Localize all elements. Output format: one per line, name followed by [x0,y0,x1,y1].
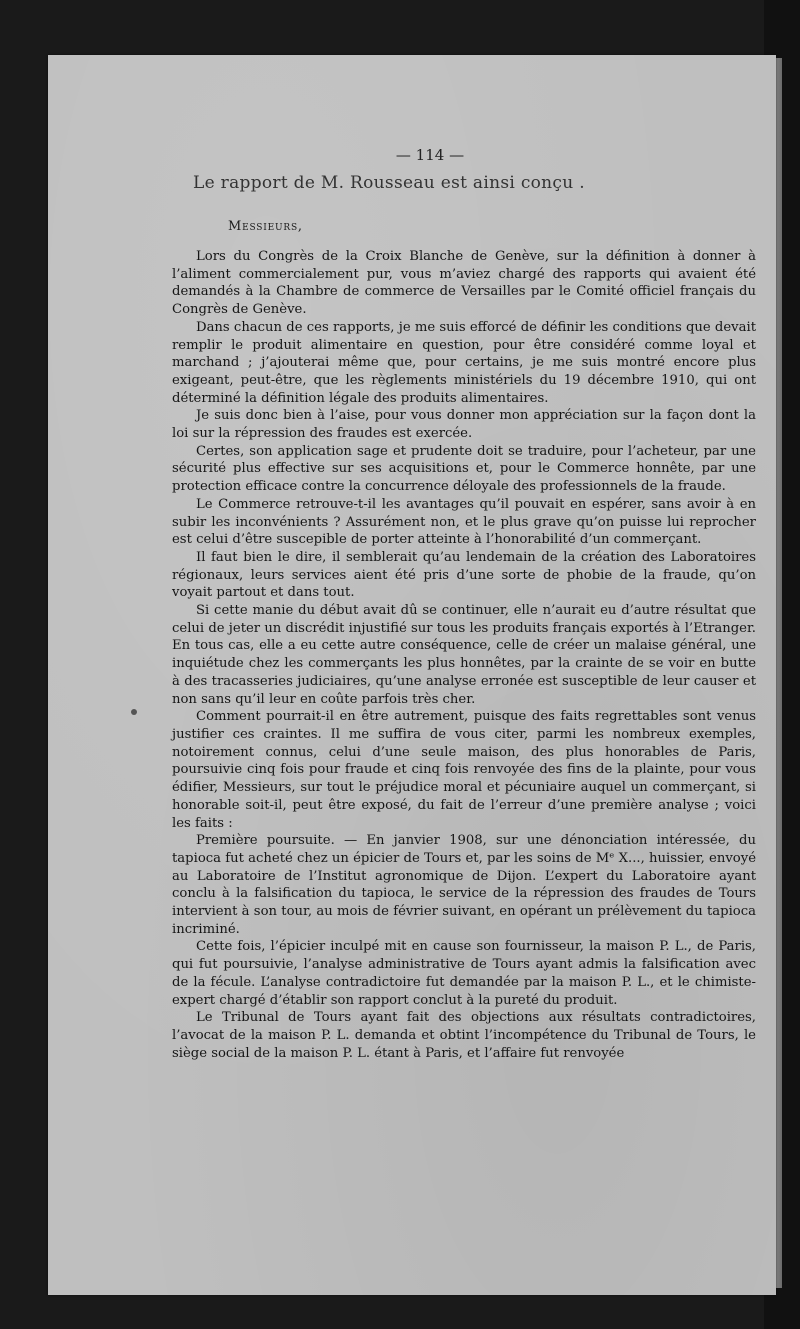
paragraph: Comment pourrait-il en être autrement, puisque des faits regrettables sont venus justifier ces craintes. Il me suffira de vous citer, parmi les nombreux exemples, notoirement connus, celui d’une seule maison, des plus honorables de Paris, poursuivie cinq fois pour fraude et cinq fois renvoyée des fins de la plainte, pour vous édifier, Messieurs, sur tout le préjudice moral et pécuniaire auquel un commerçant, si honorable soit-il, peut être exposé, du fait de l’erreur d’une première analyse ; voici les faits : [172,709,756,831]
paragraph: Dans chacun de ces rapports, je me suis efforcé de définir les conditions que devait remplir le produit alimentaire en question, pour être considéré comme loyal et marchand ; j’ajouterai même que, pour certains, je me suis montré encore plus exigeant, peut-être, que les règlements ministériels du 19 décembre 1910, qui ont déterminé la définition légale des produits alimentaires. [172,319,756,406]
paragraph: Le Tribunal de Tours ayant fait des objections aux résultats contradictoires, l’avocat de la maison P. L. demanda et obtint l’incompétence du Tribunal de Tours, le siège social de la maison P. L. étant à Paris, et l’affaire fut renvoyée [172,1010,756,1061]
report-body [172,248,756,1062]
ink-spot [131,709,137,715]
salutation: Messieurs, [228,219,303,234]
paragraph: Je suis donc bien à l’aise, pour vous donner mon appréciation sur la façon dont la loi sur la répression des fraudes est exercée. [172,408,756,442]
paragraph: Certes, son application sage et prudente doit se traduire, pour l’acheteur, par une sécurité plus effective sur ses acquisitions et, pour le Commerce honnête, par une protection efficace contre la concurrence déloyale des professionnels de la fraude. [172,443,756,495]
paragraph: Si cette manie du début avait dû se continuer, elle n’aurait eu d’autre résultat que celui de jeter un discrédit injustifié sur tous les produits français exportés à l’Etranger. En tous cas, elle a eu cette autre conséquence, celle de créer un malaise général, une inquiétude chez les commerçants les plus honnêtes, par la crainte de se voir en butte à des tracasseries judiciaires, qu’une analyse erronée est susceptible de leur causer et non sans qu’il leur en coûte parfois très cher. [172,603,756,707]
paragraph: Il faut bien le dire, il semblerait qu’au lendemain de la création des Laboratoires régionaux, leurs services aient été pris d’une sorte de phobie de la fraude, qu’on voyait partout et dans tout. [172,549,756,601]
paragraph: Lors du Congrès de la Croix Blanche de Genève, sur la définition à donner à l’aliment commercialement pur, vous m’aviez chargé des rapports qui avaient été demandés à la Chambre de commerce de Versailles par le Comité officiel français du Congrès de Genève. [172,249,756,318]
paragraph: Première poursuite. — En janvier 1908, sur une dénonciation intéressée, du tapioca fut acheté chez un épicier de Tours et, par les soins de Mᵉ X..., huissier, envoyé au Laboratoire de l’Institut agronomique de Dijon. L’expert du Laboratoire ayant conclu à la falsification du tapioca, le service de la répression des fraudes de Tours intervient à son tour, au mois de février suivant, en opérant un prélèvement du tapioca incriminé. [172,833,756,937]
paragraph: Le Commerce retrouve-t-il les avantages qu’il pouvait en espérer, sans avoir à en subir les inconvénients ? Assurément non, et le plus grave qu’on puisse lui reprocher est celui d’être suscepible de porter atteinte à l’honorabilité d’un commerçant. [172,496,756,548]
scan-corner-shadow [718,0,764,40]
page-number: — 114 — [395,146,465,164]
paragraph: Cette fois, l’épicier inculpé mit en cause son fournisseur, la maison P. L., de Paris, qui fut poursuivie, l’analyse administrative de Tours ayant admis la falsification avec de la fécule. L’analyse contradictoire fut demandée par la maison P. L., et le chimiste-expert chargé d’établir son rapport conclut à la pureté du produit. [172,939,756,1008]
document-page [48,55,776,1295]
intro-line: Le rapport de M. Rousseau est ainsi conçu . [193,173,585,193]
